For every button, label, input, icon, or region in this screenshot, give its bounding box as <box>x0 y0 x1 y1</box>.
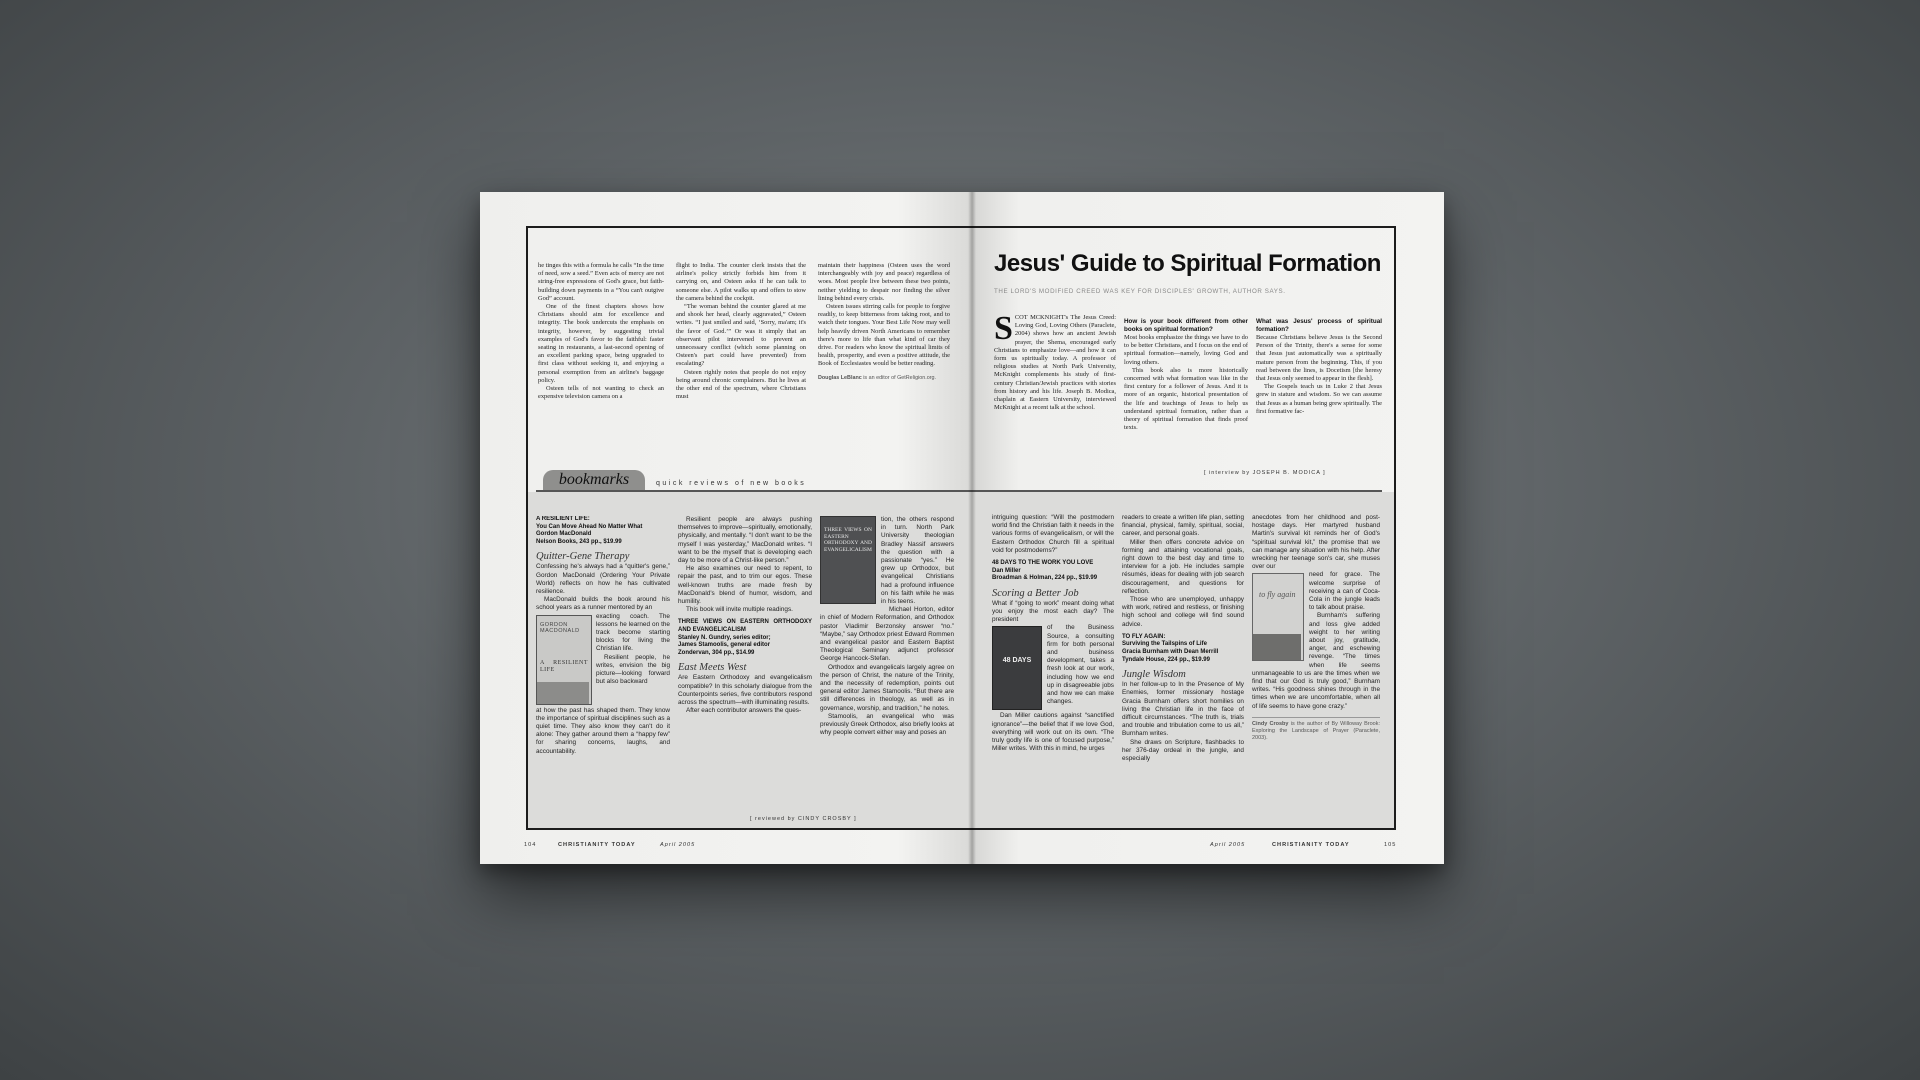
cover-title: A RESILIENT LIFE <box>540 659 588 673</box>
review-book-publisher: Tyndale House, 224 pp., $19.99 <box>1122 656 1210 663</box>
intro-text: COT MCKNIGHT's The Jesus Creed: Loving God, Loving Others (Paraclete, 2004) shows how an ancient Jewish prayer, the Shema, encouraged early Christians to emphasize love—and how it can form us spiritually today. A professor of religious studies at North Park University, McKnight complements his study of first-century Christian/Jewish practices with stories from history and his life. Joseph B. Modica, chaplain at Eastern University, interviewed McKnight at a recent talk at the school. <box>994 314 1116 412</box>
bookmarks-rule <box>536 490 972 492</box>
paragraph: at how the past has shaped them. They know the importance of spiritual disciplines such as a quiet time. They also know they can't do it alone: They gather around them a “happy few” for sharing concerns, laughs, and accountability. <box>536 706 670 755</box>
paragraph: This book will invite multiple readings. <box>686 606 793 614</box>
paragraph: Stamoolis, an evangelical who was previously Greek Orthodox, also briefly looks at why people convert either way and poses an <box>820 712 954 737</box>
cover-title: THREE VIEWS ON EASTERN ORTHODOXY AND EVANGELICALISM <box>824 527 872 553</box>
paragraph: Michael Horton, editor in chief of Modern Reformation, and Orthodox pastor Vladimir Berzonsky answer “no.” “Maybe,” say Orthodox priest Edward Rommen and evangelical pastor and Eastern Baptist Theological Seminary adjunct professor George Hancock-Stefan. <box>820 606 954 663</box>
paragraph: MacDonald builds the book around his school years as a runner mentored by an <box>536 596 670 612</box>
paragraph: Miller then offers concrete advice on forming and attaining vocational goals, right down to the best day and time to interview for a job. He includes sample résumés, ideas for dealing with job search discouragement, and questions for reflection. <box>1122 538 1244 595</box>
paragraph: “The woman behind the counter glared at me and shook her head, clearly aggravated,” Osteen writes. “I just smiled and said, ‘Sorry, ma'am; it's the favor of God.’” Or was it simply that an observant pilot intervened to prevent an unnecessary conflict (which some planning on Osteen's part could have prevented) from escalating? <box>676 303 806 368</box>
paragraph: readers to create a written life plan, setting financial, physical, family, spiritual, social, career, and personal goals. <box>1122 514 1244 538</box>
interview-question: What was Jesus' process of spiritual formation? <box>1256 318 1382 333</box>
review-column-4 <box>992 514 1114 810</box>
cover-title: 48 DAYS <box>1002 657 1032 665</box>
gutter-shadow <box>968 192 976 864</box>
interview-answer: This book also is more historically concerned with what formation was like in the first century for a follower of Jesus. And it is more of an organic, historical presentation of the life and teachings of Jesus to help us understand spiritual formation, rather than a theory of spiritual formation that finds proof texts. <box>1124 366 1248 432</box>
paragraph: Osteen rightly notes that people do not enjoy being around chronic complainers. But he lives at the other end of the spectrum, where Christians must <box>676 368 806 401</box>
author-bio-text: is an editor of GetReligion.org. <box>861 374 937 381</box>
review-subhead: East Meets West <box>678 662 747 674</box>
review-book-title: TO FLY AGAIN: <box>1122 633 1166 640</box>
review-book-author: Gordon MacDonald <box>536 531 592 538</box>
interview-byline: [ interview by JOSEPH B. MODICA ] <box>1204 470 1326 476</box>
drop-cap: S <box>994 314 1013 347</box>
review-book-author: Stanley N. Gundry, series editor; <box>678 634 771 641</box>
review-book-subtitle: You Can Move Ahead No Matter What <box>536 523 643 530</box>
paragraph: maintain their happiness (Osteen uses the word interchangeably with joy and peace) regardless of woes. Most people live between these two points, neither yielding to despair nor finding the silver lining behind every crisis. <box>818 262 950 302</box>
paragraph: Osteen issues stirring calls for people to forgive readily, to keep bitterness from taking root, and to watch their tongues. Your Best Life Now may well help heavily driven North Americans to remember there's more to life than what kind of car they drive. For readers who know the spiritual limits of health, prosperity, and even a positive attitude, the Book of Ecclesiastes would be better reading. <box>818 303 950 368</box>
review-book-subtitle: Surviving the Tailspins of Life <box>1122 641 1207 648</box>
paragraph: Confessing he's always had a “quitter's gene,” Gordon MacDonald (Ordering Your Private World) reflects on how he has cultivated resilience. <box>536 563 670 595</box>
author-bio <box>818 375 950 382</box>
interview-question: How is your book different from other books on spiritual formation? <box>1124 318 1248 333</box>
paragraph: anecdotes from her childhood and post-hostage days. Her martyred husband Martin's survival kit reminds her of God's “spiritual survival kit,” the promise that we can manage any situation with his help. After wrecking her teenage son's car, she muses over our <box>1252 514 1380 571</box>
paragraph: intriguing question: “Will the postmodern world find the Christian faith it needs in the various forms of evangelicalism, or will the Eastern Orthodox Church fill a spiritual void for postmoderns?” <box>992 514 1114 554</box>
review-column-5 <box>1122 514 1244 810</box>
review-book-title: 48 DAYS TO THE WORK YOU LOVE <box>992 560 1094 567</box>
article-title: Jesus' Guide to Spiritual Formation <box>994 250 1381 277</box>
paragraph: In her follow-up to In the Presence of My Enemies, former missionary hostage Gracia Burnham offers short homilies on living the Christian life in the face of difficult circumstances. “The truth is, trials and trouble and tribulation come to us all,” Burnham writes. <box>1122 681 1244 738</box>
review-column-6 <box>1252 514 1380 814</box>
review-book-author: Dan Miller <box>992 567 1021 574</box>
paragraph: need for grace. The welcome surprise of receiving a can of Coca-Cola in the jungle leads to talk about praise. <box>1309 571 1380 612</box>
paragraph: tion, the others respond in turn. North Park University theologian Bradley Nassif answers the question with a passionate “yes.” He grew up Orthodox, but evangelical Christians had a profound influence on his faith while he was in his teens. <box>881 516 954 606</box>
folio-date: April 2005 <box>660 842 696 848</box>
review-book-publisher: Nelson Books, 243 pp., $19.99 <box>536 538 622 545</box>
book-cover-resilient-life <box>536 615 592 705</box>
review-book-author: Gracia Burnham with Dean Merrill <box>1122 649 1219 656</box>
interview-answer: Because Christians believe Jesus is the Second Person of the Trinity, there's a sense for some that Jesus just automatically was a spiritually mature person from the beginning. This, if you read between the lines, is Docetism [the heresy that Jesus only seemed to appear in the flesh]. <box>1256 334 1382 383</box>
magazine-spread <box>480 192 1444 864</box>
interview-answer: The Gospels teach us in Luke 2 that Jesus grew in stature and wisdom. So we can assume that Jesus as a human being grew spiritually. The first formative fac- <box>1256 383 1382 415</box>
review-book-publisher: Zondervan, 304 pp., $14.99 <box>678 649 755 656</box>
article-column-3 <box>818 262 950 458</box>
review-book-title: A RESILIENT LIFE: <box>536 516 590 522</box>
author-bio-text: is the author of By Willoway Brook: Exploring the Landscape of Prayer (Paraclete, 2003). <box>1252 720 1380 741</box>
paragraph: flight to India. The counter clerk insists that the airline's policy strictly forbids him from it carrying on, and Osteen asks if he can talk to someone else. A pilot walks up and offers to stow the camera behind the cockpit. <box>676 262 806 302</box>
folio-page-number: 104 <box>524 842 537 848</box>
author-bio <box>1252 717 1380 742</box>
author-name: Douglas LeBlanc <box>818 374 862 381</box>
interview-answer: Most books emphasize the things we have to do to be better Christians, and I focus on the end of spiritual formation—namely, loving God and loving others. <box>1124 334 1248 366</box>
bookmarks-tab: bookmarks <box>543 470 645 490</box>
paragraph: Are Eastern Orthodoxy and evangelicalism compatible? In this scholarly dialogue from the Counterpoints series, five contributors respond across the spectrum—with illuminating results. <box>678 674 812 707</box>
book-cover-to-fly-again <box>1252 573 1304 661</box>
paragraph: he tinges this with a formula he calls “In the time of need, sow a seed.” Even acts of mercy are not string-free expressions of God's grace, but faith-building down payments in a “You can't outgive God” account. <box>538 262 664 302</box>
cover-image <box>1253 634 1301 660</box>
article-column-2 <box>676 262 806 458</box>
folio-page-number: 105 <box>1384 842 1397 848</box>
paragraph: After each contributor answers the ques- <box>686 707 802 715</box>
cover-author: GORDON MACDONALD <box>540 621 580 635</box>
paragraph: What if “going to work” meant doing what you enjoy the most each day? The president <box>992 599 1114 624</box>
left-page <box>480 192 972 864</box>
folio-date: April 2005 <box>1210 842 1246 848</box>
cover-image <box>537 682 589 704</box>
paragraph: One of the finest chapters shows how Christians should aim for excellence and integrity. The book undercuts the emphasis on integrity, however, by suggesting trivial examples of God's favor to the faithful: faster seating in restaurants, a last-second opening of an excellent parking space, being upgraded to first class without seeking it, and enjoying a personal exemption from an airline's baggage policy. <box>538 303 664 384</box>
paragraph: Dan Miller cautions against “sanctified ignorance”—the belief that if we love God, everything will work out on its own. “The truly godly life is one of focused purpose,” Miller writes. With this in mind, he urges <box>992 712 1114 753</box>
review-subhead: Jungle Wisdom <box>1122 669 1186 681</box>
paragraph: Orthodox and evangelicals largely agree on the person of Christ, the nature of the Trinity, and the necessity of redemption, points out general editor James Stamoolis. “But there are still differences in theology, as well as in governance, worship, and tradition,” he notes. <box>820 663 954 712</box>
review-column-2 <box>678 516 812 812</box>
article-column-1 <box>538 262 664 458</box>
folio-magazine: CHRISTIANITY TODAY <box>558 842 636 848</box>
review-column-1 <box>536 516 670 812</box>
review-column-3 <box>820 516 954 812</box>
qa-column-2 <box>1256 318 1382 466</box>
folio-magazine: CHRISTIANITY TODAY <box>1272 842 1350 848</box>
book-cover-48-days <box>992 626 1042 710</box>
article-deck: THE LORD'S MODIFIED CREED WAS KEY FOR DISCIPLES' GROWTH, AUTHOR SAYS. <box>994 288 1286 295</box>
intro-column <box>994 314 1116 464</box>
paragraph: He also examines our need to repent, to repair the past, and to trim our egos. These well-known truths are made fresh by MacDonald's blend of humor, wisdom, and humility. <box>678 565 812 606</box>
right-page <box>972 192 1444 864</box>
author-name: Cindy Crosby <box>1252 720 1289 727</box>
paragraph: She draws on Scripture, flashbacks to her 376-day ordeal in the jungle, and especially <box>1122 738 1244 763</box>
cover-title: to fly again <box>1259 590 1296 600</box>
paragraph: of the Business Source, a consulting firm for both personal and business development, takes a fresh look at our work, including how we end up in disagreeable jobs and how we can make changes. <box>1047 624 1114 706</box>
paragraph: Those who are unemployed, unhappy with work, retired and restless, or finishing high school and college will find sound advice. <box>1122 596 1244 628</box>
book-cover-three-views <box>820 516 876 604</box>
qa-column-1 <box>1124 318 1248 466</box>
bookmarks-subtitle: quick reviews of new books <box>656 480 807 487</box>
review-byline: [ reviewed by CINDY CROSBY ] <box>750 816 857 822</box>
review-book-title: THREE VIEWS ON EASTERN ORTHODOXY AND EVANGELICALISM <box>678 619 812 634</box>
paragraph: Osteen tells of not wanting to check an expensive television camera on a <box>538 385 664 401</box>
paragraph: Burnham's suffering and loss give added weight to her writing about joy, gratitude, anger, and eschewing revenge. “The times when life seems unmanageable to us are the times when we find that our God is truly good,” Burnham writes. “His goodness shines through in the times when we are uncomfortable, when all of life seems to have gone crazy.” <box>1252 612 1380 710</box>
bookmarks-rule-right <box>972 490 1382 492</box>
review-subhead: Quitter-Gene Therapy <box>536 551 630 563</box>
paragraph: exacting coach. The lessons he learned on the track become starting blocks for living the Christian life. <box>596 612 670 653</box>
review-book-editor: James Stamoolis, general editor <box>678 642 771 649</box>
paragraph: Resilient people, he writes, envision the big picture—looking forward but also backward <box>596 653 670 686</box>
paragraph: Resilient people are always pushing themselves to improve—spiritually, emotionally, physically, and mentally. “I don't want to be the myself I was yesterday,” MacDonald writes. “I want to be the myself that is developing each day to be more of a Christ-like person.” <box>678 516 812 565</box>
review-subhead: Scoring a Better Job <box>992 587 1079 599</box>
review-book-publisher: Broadman & Holman, 224 pp., $19.99 <box>992 575 1098 582</box>
